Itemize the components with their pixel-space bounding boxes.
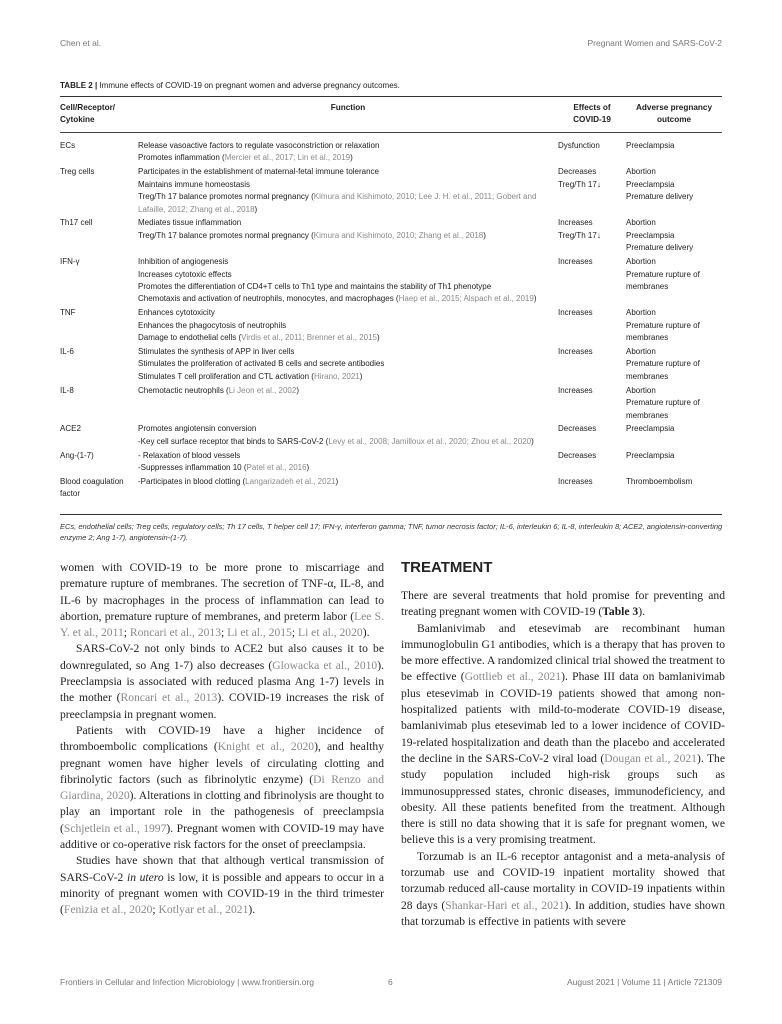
function-text: Enhances cytotoxicity <box>138 308 215 318</box>
citation-link[interactable]: Dougan et al., 2021 <box>604 751 697 765</box>
right-paragraph-3 <box>401 849 725 930</box>
header-outcome: Adverse pregnancy outcome <box>626 100 722 133</box>
row-outcomes <box>626 256 722 307</box>
table-row <box>60 307 722 346</box>
function-line <box>138 179 558 191</box>
outcome-value: Premature rupture of membranes <box>626 269 700 291</box>
function-text: Promotes the differentiation of CD4+T cells to Th1 type and maintains the stability of Th1 phenotype <box>138 281 492 291</box>
text-run: ). <box>638 605 645 619</box>
table-3-link[interactable]: Table 3 <box>602 605 639 619</box>
citation-link[interactable]: Li et al., 2015 <box>227 626 292 640</box>
left-paragraph-4 <box>60 853 384 918</box>
row-effects <box>558 423 626 449</box>
text-run: ; <box>123 626 130 640</box>
citation-link[interactable]: Levy et al., 2008; Jamilloux et al., 2020; Zhou et al., 2020 <box>328 436 532 446</box>
table-row <box>60 217 722 256</box>
row-cell-type <box>60 133 138 167</box>
function-text: ) <box>483 230 486 240</box>
table-header-row <box>60 100 722 133</box>
outcome-value: Premature rupture of membranes <box>626 320 700 343</box>
function-text: Promotes inflammation ( <box>138 153 225 163</box>
effect-value: Increases <box>558 385 593 395</box>
citation-link[interactable]: Kimura and Kishimoto, 2010; Zhang et al., 2018 <box>313 230 484 240</box>
function-text: Release vasoactive factors to regulate vasoconstriction or relaxation <box>138 141 380 150</box>
row-functions <box>138 307 558 346</box>
right-paragraph-1 <box>401 588 725 621</box>
row-cell-type <box>60 450 138 476</box>
citation-link[interactable]: Shankar-Hari et al., 2021 <box>445 898 565 912</box>
citation-link[interactable]: Virdis et al., 2011; Brenner et al., 2015 <box>241 333 377 343</box>
table-body <box>60 133 722 503</box>
function-line <box>138 217 558 229</box>
cell-type-label: IL-6 <box>60 347 74 356</box>
row-outcomes <box>626 307 722 346</box>
outcome-value: Abortion <box>626 385 656 395</box>
effect-value: Dysfunction <box>558 141 600 150</box>
row-effects <box>558 476 626 502</box>
cell-type-label: Treg cells <box>60 167 95 177</box>
table-row <box>60 385 722 424</box>
function-text: Treg/Th 17 balance promotes normal pregnancy ( <box>138 230 314 240</box>
outcome-value: Abortion <box>626 218 656 228</box>
function-line <box>138 269 558 281</box>
citation-link[interactable]: Hirano, 2021 <box>313 371 360 381</box>
citation-link[interactable]: Roncari et al., 2013 <box>129 626 222 640</box>
table-row <box>60 476 722 502</box>
row-cell-type <box>60 385 138 424</box>
function-line <box>138 436 558 448</box>
table-top-rule <box>60 96 722 97</box>
row-effects <box>558 346 626 385</box>
function-line <box>138 281 558 293</box>
row-cell-type <box>60 256 138 307</box>
function-text: Stimulates T cell proliferation and CTL activation ( <box>138 371 314 381</box>
citation-link[interactable]: Knight et al., 2020 <box>217 740 315 754</box>
row-effects <box>558 133 626 167</box>
effect-value: Treg/Th 17↓ <box>558 230 601 240</box>
function-text: Chemotactic neutrophils ( <box>138 385 229 395</box>
outcome-value: Preeclampsia <box>626 179 675 189</box>
function-text: ) <box>533 294 537 304</box>
row-functions <box>138 476 558 502</box>
text-run: Torzumab is an IL-6 receptor antagonist and a meta-analysis of torzumab use and COVID-19 inpatient mortality showed that torzumab reduced all-cause mortality in COVID-19 inpatients within 28 days ( <box>401 849 725 912</box>
row-outcomes <box>626 450 722 476</box>
text-run: ). Pregnant women with COVID-19 may have additive or co-operative risk factors for the onset of preeclampsia. <box>60 821 385 852</box>
function-text: ) <box>531 436 534 446</box>
function-text: Increases cytotoxic effects <box>138 269 232 279</box>
text-run: There are several treatments that hold promise for preventing and treating pregnant women with COVID-19 ( <box>401 589 725 619</box>
citation-link[interactable]: Langarizadeh et al., 2021 <box>245 477 336 487</box>
function-line <box>138 385 558 397</box>
row-functions <box>138 385 558 424</box>
row-cell-type <box>60 346 138 385</box>
outcome-value: Premature rupture of membranes <box>626 359 700 381</box>
row-outcomes <box>626 166 722 217</box>
function-line <box>138 166 558 178</box>
text-run: ). <box>362 626 370 640</box>
outcome-value: Abortion <box>626 308 656 318</box>
function-text: ) <box>254 204 258 214</box>
outcome-value: Preeclampsia <box>626 141 675 150</box>
function-line <box>138 191 558 216</box>
cell-type-label: Th17 cell <box>60 218 93 228</box>
text-run: ). Preeclampsia is associated with reduced plasma Ang 1-7) levels in the mother ( <box>60 658 384 705</box>
right-text-column <box>401 588 725 930</box>
row-cell-type <box>60 423 138 449</box>
citation-link[interactable]: Kimura and Kishimoto, 2010; Lee J. H. et al., 2011; Gobert and Lafaille, 2012; Zhang et al., 2018 <box>138 192 537 214</box>
row-functions <box>138 450 558 476</box>
function-line <box>138 140 558 152</box>
outcome-value: Abortion <box>626 347 656 356</box>
header-effects: Effects of COVID-19 <box>558 100 626 133</box>
row-effects <box>558 166 626 217</box>
outcome-value: Abortion <box>626 167 656 177</box>
row-effects <box>558 256 626 307</box>
citation-link[interactable]: Di Renzo and Giardina, 2020 <box>60 772 385 803</box>
header-function: Function <box>138 100 558 133</box>
effect-value: Increases <box>558 347 593 356</box>
left-paragraph-3 <box>60 723 384 853</box>
function-line <box>138 320 558 332</box>
table-caption-text: Immune effects of COVID-19 on pregnant women and adverse pregnancy outcomes. <box>97 81 400 90</box>
row-functions <box>138 166 558 217</box>
table-caption-label: TABLE 2 | <box>60 81 98 90</box>
effect-value: Increases <box>558 257 593 267</box>
function-text: Stimulates the proliferation of activated B cells and secrete antibodies <box>138 359 385 369</box>
function-text: -Suppresses inflammation 10 ( <box>138 463 247 473</box>
citation-link[interactable]: Roncari et al., 2013 <box>120 691 218 705</box>
text-run: ; <box>152 903 159 917</box>
function-line <box>138 423 558 435</box>
header-cell: Cell/Receptor/ Cytokine <box>60 100 138 133</box>
function-line <box>138 450 558 462</box>
function-text: Chemotaxis and activation of neutrophils, monocytes, and macrophages ( <box>138 294 399 304</box>
cell-type-label: Blood coagulation factor <box>60 477 124 499</box>
citation-link[interactable]: Gottlieb et al., 2021 <box>464 670 562 684</box>
function-text: Enhances the phagocytosis of neutrophils <box>138 320 287 330</box>
row-cell-type <box>60 307 138 346</box>
function-line <box>138 332 558 344</box>
right-paragraph-2 <box>401 621 725 849</box>
function-line <box>138 307 558 319</box>
table-row <box>60 423 722 449</box>
function-line <box>138 230 558 242</box>
row-functions <box>138 256 558 307</box>
row-effects <box>558 450 626 476</box>
treatment-heading: TREATMENT <box>401 559 493 576</box>
immune-effects-table <box>60 100 722 502</box>
function-text: Stimulates the synthesis of APP in liver cells <box>138 347 295 356</box>
function-text: Mediates tissue inflammation <box>138 218 242 228</box>
left-paragraph-2 <box>60 641 384 722</box>
function-line <box>138 346 558 358</box>
effect-value: Decreases <box>558 424 597 434</box>
text-run: ). Phase III data on bamlanivimab plus etesevimab in COVID-19 patients showed that among non-hospitalized patients with mild-to-moderate COVID-19 disease, bamlanivimab plus etesevimab led to a lower incidence of COVID-19-related hospitalization and death than the placebo and accelerated the decline in the SARS-CoV-2 viral load ( <box>401 670 725 765</box>
text-run: ), and healthy pregnant women have higher levels of circulating clotting and fibrinolytic factors (such as fibrinolytic enzyme) ( <box>60 740 384 786</box>
text-run: Patients with COVID-19 have a higher incidence of thromboembolic complications ( <box>60 723 384 754</box>
effect-value: Decreases <box>558 450 597 460</box>
text-run: ). Alterations in clotting and fibrinolysis are thought to play an important role in the pathogenesis of preeclampsia ( <box>60 789 385 835</box>
outcome-value: Premature delivery <box>626 192 694 202</box>
outcome-value: Premature delivery <box>626 243 694 253</box>
outcome-value: Abortion <box>626 257 656 267</box>
italic-term: in utero <box>126 870 164 884</box>
table-caption <box>60 81 730 90</box>
citation-link[interactable]: Schjetlein et al., 1997 <box>63 821 167 835</box>
table-row <box>60 166 722 217</box>
citation-link[interactable]: Haep et al., 2015; Alspach et al., 2019 <box>398 294 534 304</box>
table-bottom-rule <box>60 514 722 515</box>
cell-type-label: IFN-γ <box>60 257 80 267</box>
citation-link[interactable]: Glowacka et al., 2010 <box>272 658 378 672</box>
function-text: Treg/Th 17 balance promotes normal pregnancy ( <box>138 192 314 202</box>
row-outcomes <box>626 346 722 385</box>
function-text: - Relaxation of blood vessels <box>138 450 241 460</box>
function-text: Maintains immune homeostasis <box>138 179 251 189</box>
function-line <box>138 462 558 474</box>
function-text: -Participates in blood clotting ( <box>138 477 246 487</box>
cell-type-label: TNF <box>60 308 76 318</box>
text-run: SARS-CoV-2 not only binds to ACE2 but also causes it to be downregulated, so Ang 1-7) also decreases ( <box>60 642 384 672</box>
effect-value: Decreases <box>558 167 597 177</box>
function-line <box>138 358 558 370</box>
footer-journal: Frontiers in Cellular and Infection Microbiology | www.frontiersin.org <box>60 977 315 987</box>
function-text: Inhibition of angiogenesis <box>138 257 229 267</box>
citation-link[interactable]: Lee S. Y. et al., 2011 <box>60 609 384 640</box>
citation-link[interactable]: Fenizia et al., 2020 <box>63 903 153 917</box>
row-effects <box>558 307 626 346</box>
cell-type-label: Ang-(1-7) <box>60 450 94 460</box>
cell-type-label: ECs <box>60 141 76 150</box>
outcome-value: Preeclampsia <box>626 424 675 434</box>
function-line <box>138 152 558 164</box>
row-outcomes <box>626 217 722 256</box>
table-row <box>60 256 722 307</box>
text-run: ). The study population included high-risk groups such as immunosuppressed states, chronic diseases, immunodeficiency, and obesity. All these patients benefited from the treatment. Although there is still no data showing that it is safe for pregnant women, we believe this is a very promising treatment. <box>401 751 725 847</box>
left-paragraph-1 <box>60 560 384 641</box>
text-run: ; <box>291 626 298 640</box>
text-run: ). COVID-19 increases the risk of preeclampsia in pregnant women. <box>60 691 384 721</box>
text-run: ; <box>221 626 228 640</box>
table-footnote: ECs, endothelial cells; Treg cells, regulatory cells; Th 17 cells, T helper cell 17; IFN-γ, interferon gamma; TNF, tumor necrosis factor; IL-6, interleukin 6; IL-8, interleukin 8; ACE2, angiotensin-converting enzyme 2; Ang 1-7), angiotensin-(1-7). <box>60 522 723 542</box>
citation-link[interactable]: Kotlyar et al., 2021 <box>158 903 249 917</box>
text-run: Bamlanivimab and etesevimab are recombinant human immunoglobulin G1 antibodies, which is a therapy that has proven to be more effective. A randomized clinical trial showed the treatment to be effective ( <box>401 621 725 684</box>
text-run: is low, it is possible and appears to occur in a minority of pregnant women with COVID-19 in the third trimester ( <box>60 870 384 917</box>
row-effects <box>558 217 626 256</box>
function-line <box>138 476 558 488</box>
function-text: ) <box>335 477 339 487</box>
text-run: women with COVID-19 to be more prone to miscarriage and premature rupture of membranes. The secretion of TNF-α, IL-8, and IL-6 by macrophages in the process of inflammation can lead to abortion, premature rupture of membranes, and preterm labor ( <box>60 561 384 623</box>
function-text: Promotes angiotensin conversion <box>138 424 257 434</box>
row-cell-type <box>60 166 138 217</box>
running-head-authors: Chen et al. <box>60 38 102 48</box>
text-run: ). In addition, studies have shown that torzumab is effective in patients with severe <box>401 898 726 928</box>
row-functions <box>138 423 558 449</box>
citation-link[interactable]: Patel et al., 2016 <box>246 463 307 473</box>
row-functions <box>138 346 558 385</box>
function-line <box>138 371 558 383</box>
citation-link[interactable]: Li Jeon et al., 2002 <box>228 385 297 395</box>
function-line <box>138 293 558 305</box>
function-text: Damage to endothelial cells ( <box>138 333 242 343</box>
row-functions <box>138 217 558 256</box>
citation-link[interactable]: Li et al., 2020 <box>297 626 363 640</box>
function-text: ) <box>350 153 353 163</box>
citation-link[interactable]: Mercier et al., 2017; Lin et al., 2019 <box>224 153 351 163</box>
effect-value: Increases <box>558 477 593 487</box>
outcome-value: Thromboembolism <box>626 477 693 487</box>
effect-value: Treg/Th 17↓ <box>558 179 601 189</box>
footer-issue: August 2021 | Volume 11 | Article 721309 <box>566 977 722 987</box>
outcome-value: Preeclampsia <box>626 230 675 240</box>
running-head-title: Pregnant Women and SARS-CoV-2 <box>587 38 722 48</box>
text-run: Studies have shown that that although vertical transmission of SARS-CoV-2 <box>60 854 384 884</box>
row-cell-type <box>60 476 138 502</box>
text-run: ). <box>248 903 256 917</box>
row-outcomes <box>626 423 722 449</box>
row-outcomes <box>626 476 722 502</box>
function-text: ) <box>296 385 299 395</box>
function-text: Participates in the establishment of maternal-fetal immune tolerance <box>138 167 380 177</box>
table-row <box>60 450 722 476</box>
function-text: ) <box>376 333 380 343</box>
row-cell-type <box>60 217 138 256</box>
row-outcomes <box>626 133 722 167</box>
outcome-value: Premature rupture of membranes <box>626 398 700 420</box>
left-text-column <box>60 560 384 919</box>
function-line <box>138 256 558 268</box>
row-outcomes <box>626 385 722 424</box>
outcome-value: Preeclampsia <box>626 450 675 460</box>
function-text: ) <box>306 463 310 473</box>
row-effects <box>558 385 626 424</box>
cell-type-label: IL-8 <box>60 385 74 395</box>
effect-value: Increases <box>558 308 593 318</box>
footer-page-number: 6 <box>388 977 393 987</box>
function-text: -Key cell surface receptor that binds to SARS-CoV-2 ( <box>138 436 329 446</box>
function-text: ) <box>359 371 363 381</box>
effect-value: Increases <box>558 218 593 228</box>
cell-type-label: ACE2 <box>60 424 81 434</box>
table-row <box>60 346 722 385</box>
row-functions <box>138 133 558 167</box>
table-row <box>60 133 722 167</box>
